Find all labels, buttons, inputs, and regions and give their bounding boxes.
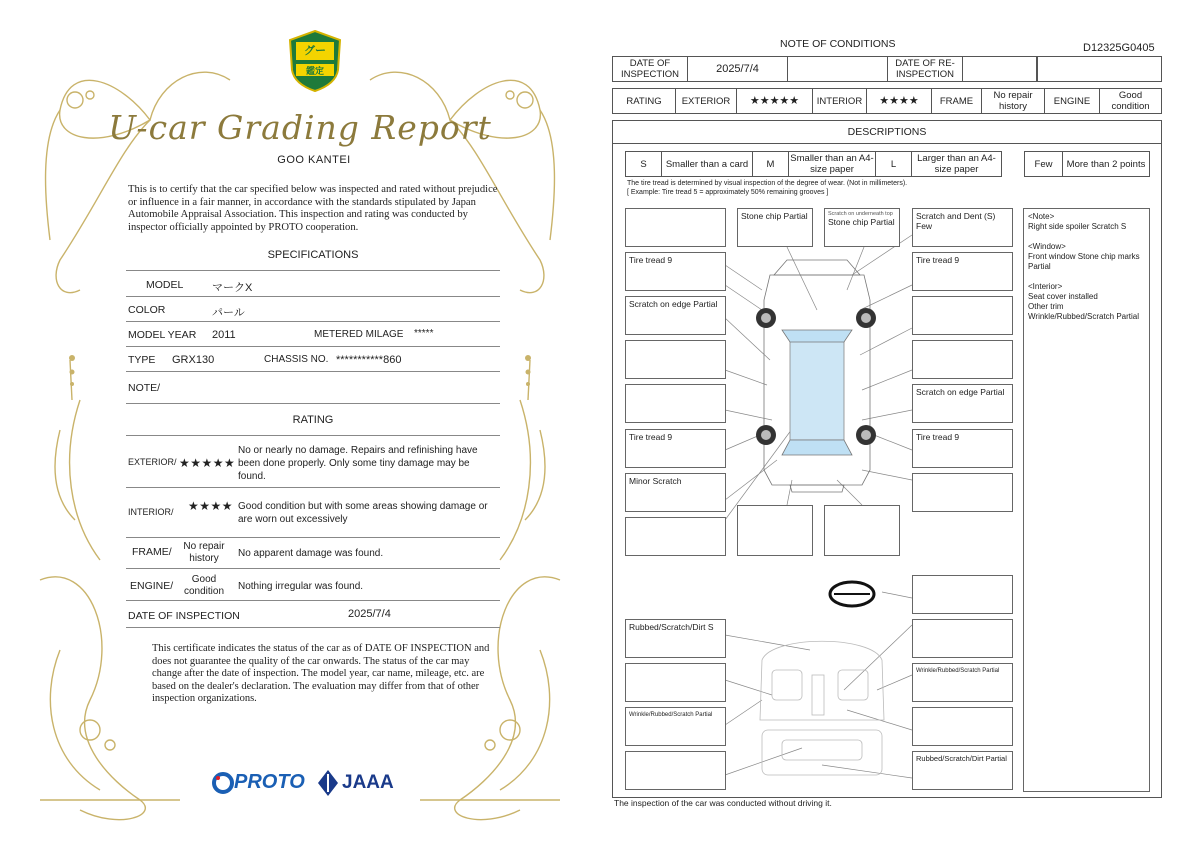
engine-header: ENGINE <box>1045 89 1100 113</box>
goo-kantei-badge-icon <box>288 30 342 92</box>
doi-header: DATE OF INSPECTION <box>613 57 688 81</box>
legend-l: L <box>876 152 912 176</box>
damage-box-interior-1: Rubbed/Scratch/Dirt S <box>625 619 726 658</box>
frame-desc: No apparent damage was found. <box>238 548 384 559</box>
car-interior-view <box>760 641 884 775</box>
reinspection-header: DATE OF RE-INSPECTION <box>888 57 963 81</box>
damage-box-empty <box>912 707 1013 746</box>
damage-box-edge-l: Scratch on edge Partial <box>625 296 726 335</box>
jaaa-logo-icon <box>318 770 338 796</box>
type-value: GRX130 <box>172 354 215 366</box>
damage-box-tire-fr: Tire tread 9 <box>912 252 1013 291</box>
right-footer: The inspection of the car was conducted without driving it. <box>614 798 832 808</box>
cell-divider <box>1036 56 1037 82</box>
chassis-value: ***********860 <box>336 354 402 366</box>
damage-box-steering <box>912 575 1013 614</box>
divider <box>126 403 500 404</box>
model-year-label: MODEL YEAR <box>128 329 197 341</box>
divider <box>612 143 1162 144</box>
legend-m-desc: Smaller than an A4-size paper <box>789 152 876 176</box>
badge-bottom-text: 鑑定 <box>305 66 324 76</box>
exterior-stars: ★★★★★ <box>179 456 236 470</box>
rating-header: RATING <box>613 89 676 113</box>
damage-box-tire-fl: Tire tread 9 <box>625 252 726 291</box>
exterior-stars-cell: ★★★★★ <box>737 89 813 113</box>
doi-value: 2025/7/4 <box>348 608 391 620</box>
damage-box-underneath <box>824 208 900 247</box>
divider <box>126 296 500 297</box>
rating-row <box>612 88 1162 114</box>
note-heading: <Note> <box>1028 212 1055 221</box>
interior-heading: <Interior> <box>1028 282 1063 291</box>
damage-box-stone-chip: Stone chip Partial <box>737 208 813 247</box>
legend-s: S <box>626 152 662 176</box>
underneath-value: Stone chip Partial <box>828 217 895 227</box>
count-legend <box>1024 151 1150 177</box>
legend-m: M <box>753 152 789 176</box>
model-label: MODEL <box>146 279 184 291</box>
interior-desc: Good condition but with some areas showing damage or are worn out excessively <box>238 501 488 525</box>
engine-label: ENGINE/ <box>130 580 174 592</box>
empty-cell <box>1038 57 1161 81</box>
jaaa-logo-text: JAAA <box>342 772 394 793</box>
interior-header: INTERIOR <box>813 89 867 113</box>
divider <box>126 346 500 347</box>
divider <box>126 627 500 628</box>
damage-box-edge-r: Scratch on edge Partial <box>912 384 1013 423</box>
note-label: NOTE/ <box>128 382 161 394</box>
interior-label: INTERIOR/ <box>128 507 174 517</box>
exterior-label: EXTERIOR/ <box>128 457 177 467</box>
engine-value-cell: Good condition <box>1111 90 1150 112</box>
size-legend <box>625 151 1002 177</box>
damage-box-scratch-dent: Scratch and Dent (S) Few <box>912 208 1013 247</box>
legend-few: Few <box>1025 152 1063 176</box>
org-name: GOO KANTEI <box>277 154 351 166</box>
damage-box-empty <box>625 751 726 790</box>
frame-value: No repair history <box>183 541 225 564</box>
damage-box-empty <box>912 619 1013 658</box>
underneath-small-label: Scratch on underneath top <box>828 211 893 217</box>
damage-box-tire-rr: Tire tread 9 <box>912 429 1013 468</box>
damage-box-empty <box>737 505 813 556</box>
divider <box>126 600 500 601</box>
car-top-view <box>764 260 870 492</box>
steering-wheel-icon <box>830 582 874 606</box>
damage-box-empty <box>625 208 726 247</box>
damage-box-interior-3: Wrinkle/Rubbed/Scratch Partial <box>625 707 726 746</box>
interior-text-2: Other trim <box>1028 302 1064 311</box>
divider <box>126 568 500 569</box>
reinspection-block <box>887 56 1162 82</box>
interior-stars-cell: ★★★★ <box>867 89 932 113</box>
document-id: D12325G0405 <box>1083 42 1155 54</box>
divider <box>126 270 500 271</box>
legend-l-desc: Larger than an A4-size paper <box>917 153 996 175</box>
legend-s-desc: Smaller than a card <box>662 152 753 176</box>
damage-box-tire-rl: Tire tread 9 <box>625 429 726 468</box>
divider <box>126 537 500 538</box>
damage-box-empty <box>625 384 726 423</box>
proto-logo-icon <box>212 772 234 794</box>
frame-header: FRAME <box>932 89 982 113</box>
descriptions-title: DESCRIPTIONS <box>847 126 927 138</box>
mileage-label: METERED MILAGE <box>314 329 404 340</box>
exterior-desc: No or nearly no damage. Repairs and refinishing have been done properly. Only some tiny damage may be found. <box>238 445 478 482</box>
specifications-title: SPECIFICATIONS <box>267 249 359 261</box>
interior-text-1: Seat cover installed <box>1028 292 1098 301</box>
legend-more: More than 2 points <box>1066 158 1146 170</box>
damage-box-empty <box>625 663 726 702</box>
damage-box-empty <box>912 473 1013 512</box>
footer-disclaimer: This certificate indicates the status of the car as of DATE OF INSPECTION and does not guarantee the quality of the car onwards. The status of the car may change after the date of inspection. The model year, car name, mileage, etc. are based on the dealer's declaration. The evaluation may differ from that of other inspection organizations. <box>152 643 490 704</box>
report-script-title: U-car Grading Report <box>108 108 492 147</box>
window-heading: <Window> <box>1028 242 1066 251</box>
damage-box-empty <box>912 296 1013 335</box>
interior-stars: ★★★★ <box>188 499 234 513</box>
frame-label: FRAME/ <box>132 546 172 558</box>
divider <box>126 487 500 488</box>
engine-value: Good condition <box>183 574 225 597</box>
mileage-value: ***** <box>414 328 434 339</box>
notes-panel <box>1023 208 1150 792</box>
color-label: COLOR <box>128 304 166 316</box>
chassis-label: CHASSIS NO. <box>264 354 329 365</box>
proto-logo-text: PROTO <box>234 771 305 793</box>
window-text: Front window Stone chip marks Partial <box>1028 252 1140 271</box>
damage-box-empty <box>824 505 900 556</box>
engine-desc: Nothing irregular was found. <box>238 581 364 592</box>
damage-box-empty <box>625 517 726 556</box>
tread-note-2: [ Example: Tire tread 5 = approximately 50% remaining grooves ] <box>627 189 829 196</box>
divider <box>126 435 500 436</box>
divider <box>126 371 500 372</box>
damage-box-empty <box>912 340 1013 379</box>
type-label: TYPE <box>128 354 156 366</box>
damage-box-interior-2: Wrinkle/Rubbed/Scratch Partial <box>912 663 1013 702</box>
rating-title: RATING <box>292 414 334 426</box>
doi-cell-value: 2025/7/4 <box>688 57 788 81</box>
badge-top-text: グー <box>304 45 326 57</box>
frame-value-cell: No repair history <box>982 89 1045 113</box>
model-value: マークX <box>212 282 253 294</box>
model-year-value: 2011 <box>212 329 236 341</box>
color-value: パール <box>212 307 245 319</box>
damage-box-empty <box>625 340 726 379</box>
divider <box>126 321 500 322</box>
certify-text: This is to certify that the car specified below was inspected and rated without prejudice or influence in a fair manner, in accordance with the standards stipulated by Japan Automobile Appraisal Association. This inspection and rating was conducted by inspector officially appointed by PROTO cooperation. <box>128 184 498 233</box>
exterior-header: EXTERIOR <box>676 89 737 113</box>
empty-cell <box>963 57 1038 81</box>
tread-note-1: The tire tread is determined by visual inspection of the degree of wear. (Not in millimeters). <box>627 180 908 187</box>
doi-label: DATE OF INSPECTION <box>128 610 240 622</box>
interior-text-3: Wrinkle/Rubbed/Scratch Partial <box>1028 312 1140 321</box>
empty-cell <box>788 57 888 81</box>
note-of-conditions-title: NOTE OF CONDITIONS <box>780 38 896 50</box>
damage-box-interior-4: Rubbed/Scratch/Dirt Partial <box>912 751 1013 790</box>
note-text: Right side spoiler Scratch S <box>1028 222 1127 231</box>
damage-box-minor-scratch: Minor Scratch <box>625 473 726 512</box>
